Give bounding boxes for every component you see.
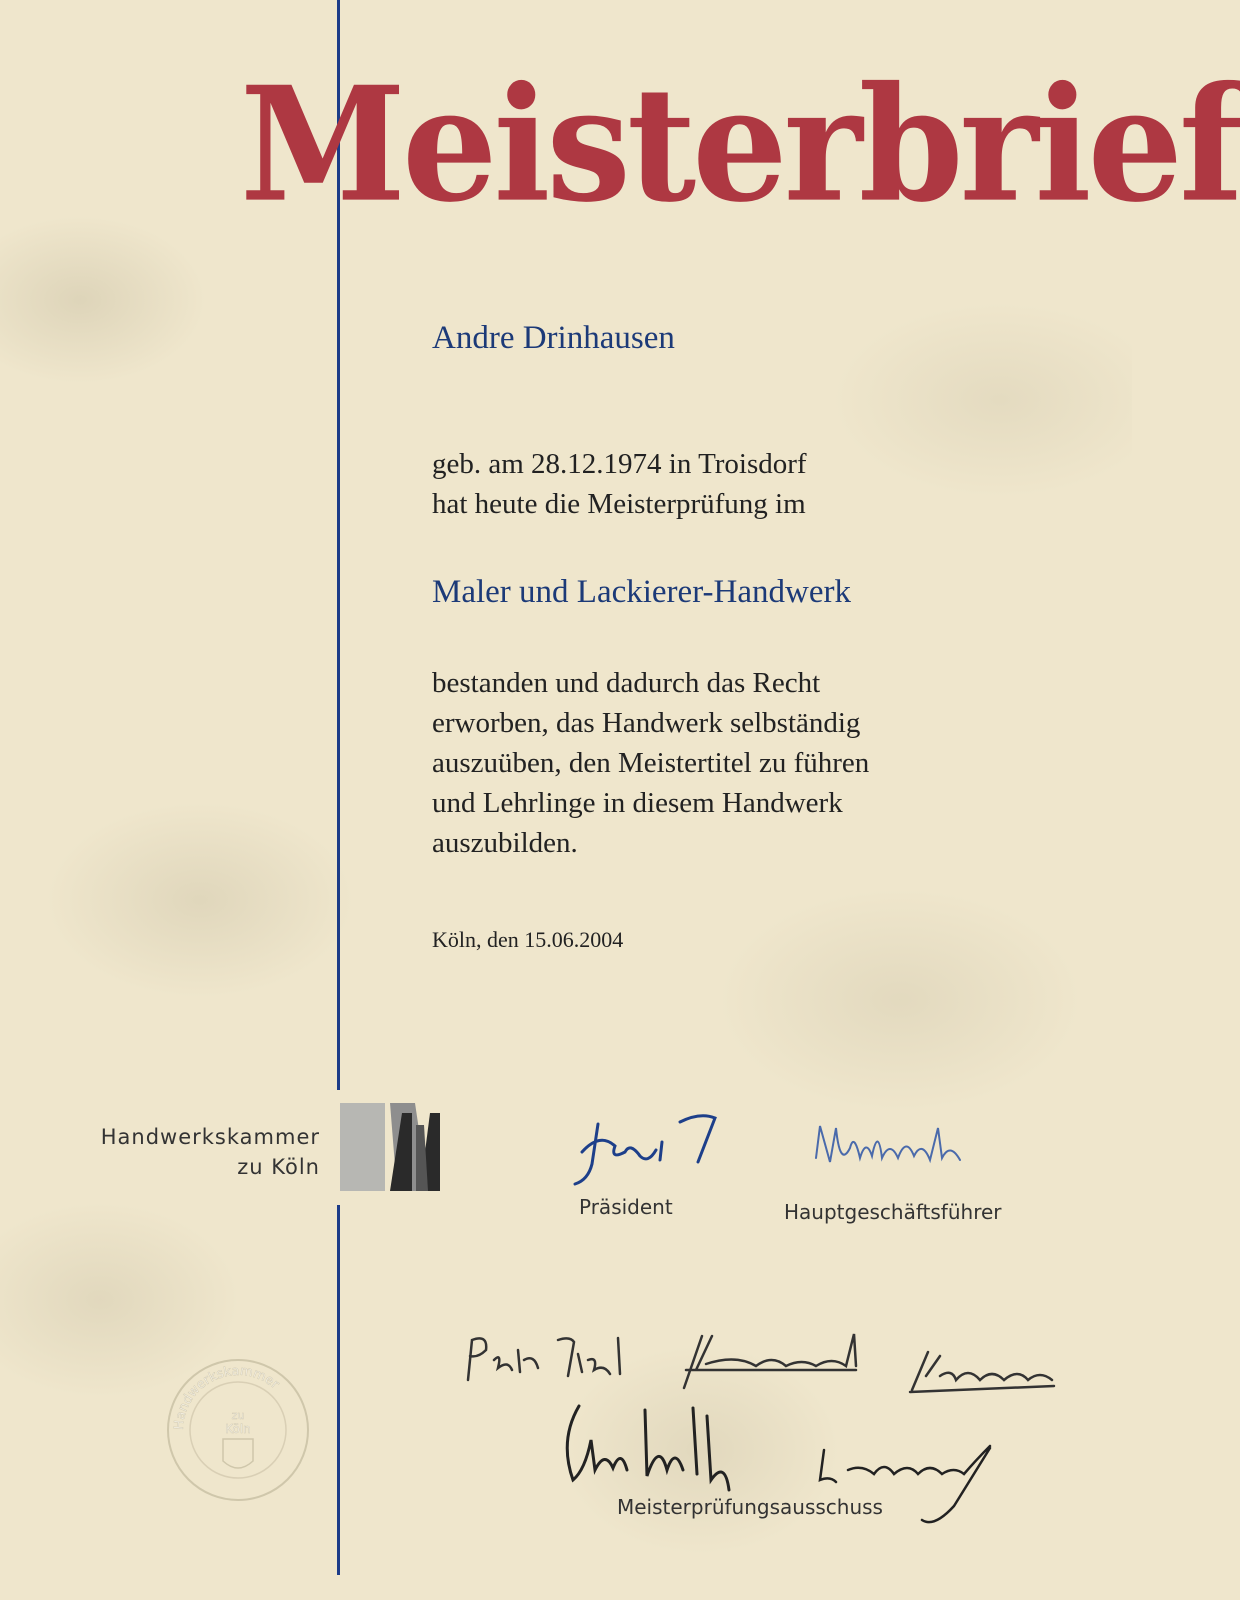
vertical-rule-bottom — [337, 1205, 340, 1575]
birth-line: geb. am 28.12.1974 in Troisdorf — [432, 448, 807, 480]
place-date: Köln, den 15.06.2004 — [432, 927, 624, 952]
svg-text:zu: zu — [231, 1409, 245, 1422]
managing-director-signature — [810, 1118, 980, 1188]
organization-name-line1: Handwerkskammer — [100, 1125, 320, 1149]
organization-name — [60, 1122, 320, 1182]
chamber-logo-icon — [340, 1103, 442, 1191]
committee-signature-1 — [458, 1330, 638, 1390]
svg-text:Handwerkskammer: Handwerkskammer — [171, 1363, 282, 1431]
embossed-seal-icon — [165, 1357, 311, 1503]
president-signature — [570, 1112, 730, 1192]
trade-name: Maler und Lackierer-Handwerk — [432, 574, 851, 610]
recipient-name: Andre Drinhausen — [432, 320, 675, 356]
svg-text:Köln: Köln — [225, 1422, 251, 1436]
committee-signature-3 — [904, 1346, 1064, 1396]
committee-label: Meisterprüfungsausschuss — [617, 1495, 883, 1519]
exam-line: hat heute die Meisterprüfung im — [432, 488, 806, 520]
organization-name-line2: zu Köln — [237, 1155, 320, 1179]
committee-signature-2 — [676, 1330, 876, 1400]
document-title: Meisterbrief — [240, 52, 1240, 238]
president-label: Präsident — [579, 1195, 673, 1219]
managing-director-label: Hauptgeschäftsführer — [784, 1200, 1002, 1224]
rights-paragraph: bestanden und dadurch das Recht erworben, das Handwerk selbständig auszuüben, den Meistertitel zu führen und Lehrlinge in diesem Handwerk auszubilden. — [432, 667, 870, 859]
committee-signature-4 — [555, 1400, 745, 1495]
